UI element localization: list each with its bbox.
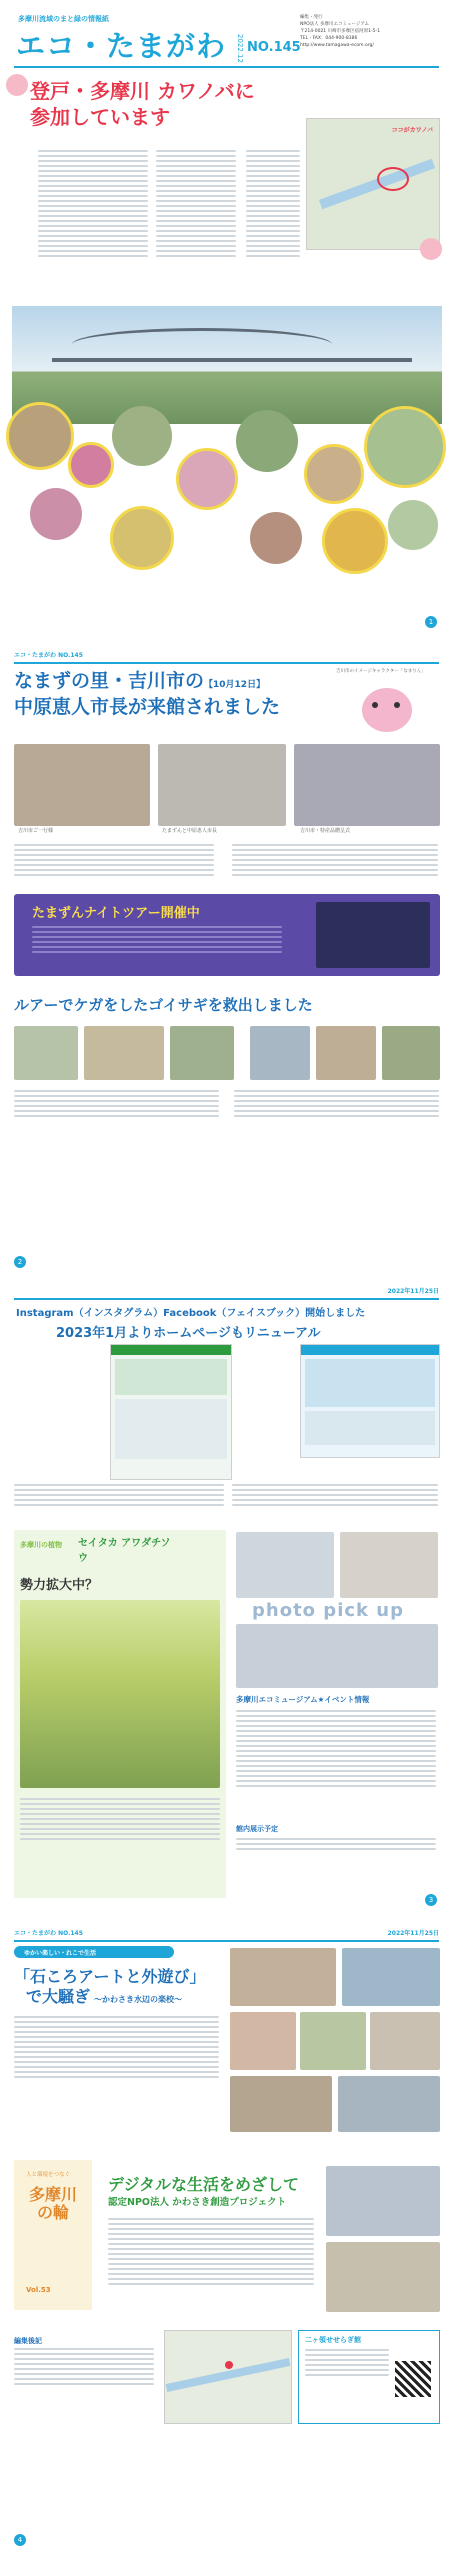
rings-vol: Vol.53: [26, 2286, 51, 2294]
stone-photo-6: [230, 2076, 332, 2132]
sns-headline-2: 2023年1月よりホームページもリニューアル: [56, 1326, 321, 1341]
heron-photo-4: [250, 1026, 310, 1080]
stone-photo-4: [300, 2012, 366, 2070]
night-tour-title: たまずんナイトツアー開催中: [32, 906, 200, 921]
event-photo-circle-12: [388, 500, 438, 550]
event-photo-circle-1: [6, 402, 74, 470]
stone-photo-1: [230, 1948, 336, 2006]
heron-photo-1: [14, 1026, 78, 1080]
publisher-info: 編集・発行 NPO法人 多摩川エコミュージアム 〒214-0021 川崎市多摩区宿河原1-5-1 TEL・FAX：044-900-8386 http://www.tamagawa-ecom.org/: [300, 15, 380, 48]
event-photo-circle-10: [250, 512, 302, 564]
event-photo-circle-3: [112, 406, 172, 466]
p2-headline-date: 【10月12日】: [204, 680, 266, 690]
heron-headline: ルアーでケガをしたゴイサギを救出しました: [14, 996, 313, 1014]
heron-photo-3: [170, 1026, 234, 1080]
event-list: [236, 1710, 436, 1790]
pink-dots-right: [420, 238, 442, 260]
rings-title: 多摩川の輪: [28, 2185, 77, 2222]
heron-photo-5: [316, 1026, 376, 1080]
night-tour-banner: [14, 894, 440, 976]
plant-subtitle: 勢力拡大中？: [20, 1578, 99, 1593]
p3-text-col2: [232, 1484, 438, 1509]
map-label: ココがカワノバ: [391, 127, 433, 134]
heron-photo-2: [84, 1026, 164, 1080]
stone-photo-7: [338, 2076, 440, 2132]
headline-2: 参加しています: [30, 105, 170, 129]
digital-headline-1: デジタルな生活をめざして: [108, 2175, 300, 2194]
p4-date: 2022年11月25日: [387, 1930, 439, 1937]
stone-headline-1: 「石ころアートと外遊び」: [14, 1967, 206, 1986]
qr-code: [395, 2361, 431, 2397]
gallery-photo-3: [236, 1624, 438, 1688]
photo-pickup-title: photo pick up: [252, 1600, 404, 1621]
headline-1: 登戸・多摩川 カワノバに: [30, 79, 255, 103]
p2-headline-1: なまずの里・吉川市の【10月12日】: [14, 670, 266, 692]
rings-column: [14, 2160, 92, 2310]
stone-headline-2: で大騒ぎ 〜かわさき水辺の楽校〜: [26, 1987, 183, 2006]
event-photo-circle-5: [236, 410, 298, 472]
access-box: [298, 2330, 440, 2424]
map-image: [306, 118, 440, 250]
night-tour-photo: [316, 902, 430, 968]
access-heading: 二ヶ領せせらぎ館: [305, 2336, 361, 2344]
postscript-heading: 編集後記: [14, 2337, 42, 2345]
page-number-4: 4: [14, 2534, 26, 2546]
page-number-1: 1: [425, 616, 437, 628]
homepage-screenshot: [300, 1344, 440, 1458]
breadcrumb-4: エコ・たまがわ NO.145: [14, 1930, 83, 1937]
access-map: [164, 2330, 292, 2424]
exhibit-heading: 館内展示予定: [236, 1825, 278, 1833]
plant-photo: [20, 1600, 220, 1788]
masthead-title: エコ・たまがわ: [16, 29, 227, 63]
plant-name: セイタカ アワダチソウ: [78, 1538, 171, 1564]
caption-photo-1: 吉川市ご一行様: [18, 828, 54, 834]
stone-photo-3: [230, 2012, 296, 2070]
mascot-image: [352, 680, 422, 744]
website-screenshot: [110, 1344, 232, 1480]
photo-group: [14, 744, 150, 826]
page-number-3: 3: [425, 1894, 437, 1906]
article-text-col2: [156, 150, 236, 260]
digital-text: [108, 2218, 314, 2288]
p3-date: 2022年11月25日: [387, 1288, 439, 1295]
stone-text: [14, 2016, 219, 2081]
masthead-tagline: 多摩川流域のまと緑の情報紙: [18, 15, 109, 23]
stone-photo-2: [342, 1948, 440, 2006]
event-photo-circle-6: [304, 444, 364, 504]
sns-headline-1: Instagram（インスタグラム）Facebook（フェイスブック）開始しました: [16, 1308, 366, 1319]
stone-photo-5: [370, 2012, 440, 2070]
gallery-photo-2: [340, 1532, 438, 1598]
page-3: [0, 1280, 453, 1920]
divider-4: [14, 1940, 439, 1942]
p3-text-col1: [14, 1484, 224, 1509]
bridge-photo: [12, 306, 442, 424]
digital-photo-2: [326, 2242, 440, 2312]
photo-ceremony: [294, 744, 440, 826]
postscript-text: [14, 2348, 154, 2388]
issue-number: NO.145: [247, 40, 301, 55]
event-photo-circle-2: [68, 442, 114, 488]
pink-dots-left: [6, 74, 28, 96]
page-number-2: 2: [14, 1256, 26, 1268]
p2-text-col2: [232, 844, 438, 879]
plant-section: [14, 1530, 226, 1898]
article-text-col3: [246, 150, 300, 260]
breadcrumb-2: エコ・たまがわ NO.145: [14, 652, 83, 659]
event-photo-circle-8: [30, 488, 82, 540]
photo-mayor: [158, 744, 286, 826]
page-2: [0, 640, 453, 1280]
p2-heron-text-col2: [234, 1090, 439, 1120]
event-heading: 多摩川エコミュージアム★イベント情報: [236, 1695, 370, 1704]
mascot-caption: 吉川市のイメージキャラクター「なまりん」: [336, 669, 426, 674]
event-photo-circle-4: [176, 448, 238, 510]
exhibit-list: [236, 1838, 436, 1853]
heron-photo-6: [382, 1026, 440, 1080]
p2-headline-2: 中原恵人市長が来館されました: [14, 696, 281, 718]
digital-headline-2: 認定NPO法人 かわさき創造プロジェクト: [108, 2197, 287, 2208]
p2-heron-text-col1: [14, 1090, 219, 1120]
event-photo-circle-9: [110, 506, 174, 570]
year-month: 2022.12: [236, 34, 244, 63]
stone-headline-sub: 〜かわさき水辺の楽校〜: [94, 1995, 183, 2004]
masthead-divider: [14, 66, 439, 68]
divider-2: [14, 662, 439, 664]
rings-label-top: 人と環境をつなぐ: [26, 2172, 71, 2178]
plant-label: 多摩川の植物: [20, 1541, 62, 1549]
section-pill: [14, 1946, 174, 1958]
gallery-photo-1: [236, 1532, 334, 1598]
caption-photo-3: 吉川市・特産品贈呈式: [300, 828, 351, 834]
digital-photo-1: [326, 2166, 440, 2236]
section-pill-label: ゆかい楽しい・れこで生活: [24, 1950, 97, 1957]
event-photo-circle-7: [364, 406, 446, 488]
page-4: [0, 1920, 453, 2560]
event-photo-circle-11: [322, 508, 388, 574]
plant-text: [20, 1798, 220, 1843]
page-1: [0, 0, 453, 640]
p2-text-col1: [14, 844, 214, 879]
divider-3: [14, 1298, 439, 1300]
caption-photo-2: たまずんと中原恵人市長: [162, 828, 218, 834]
article-text-col1: [38, 150, 148, 260]
